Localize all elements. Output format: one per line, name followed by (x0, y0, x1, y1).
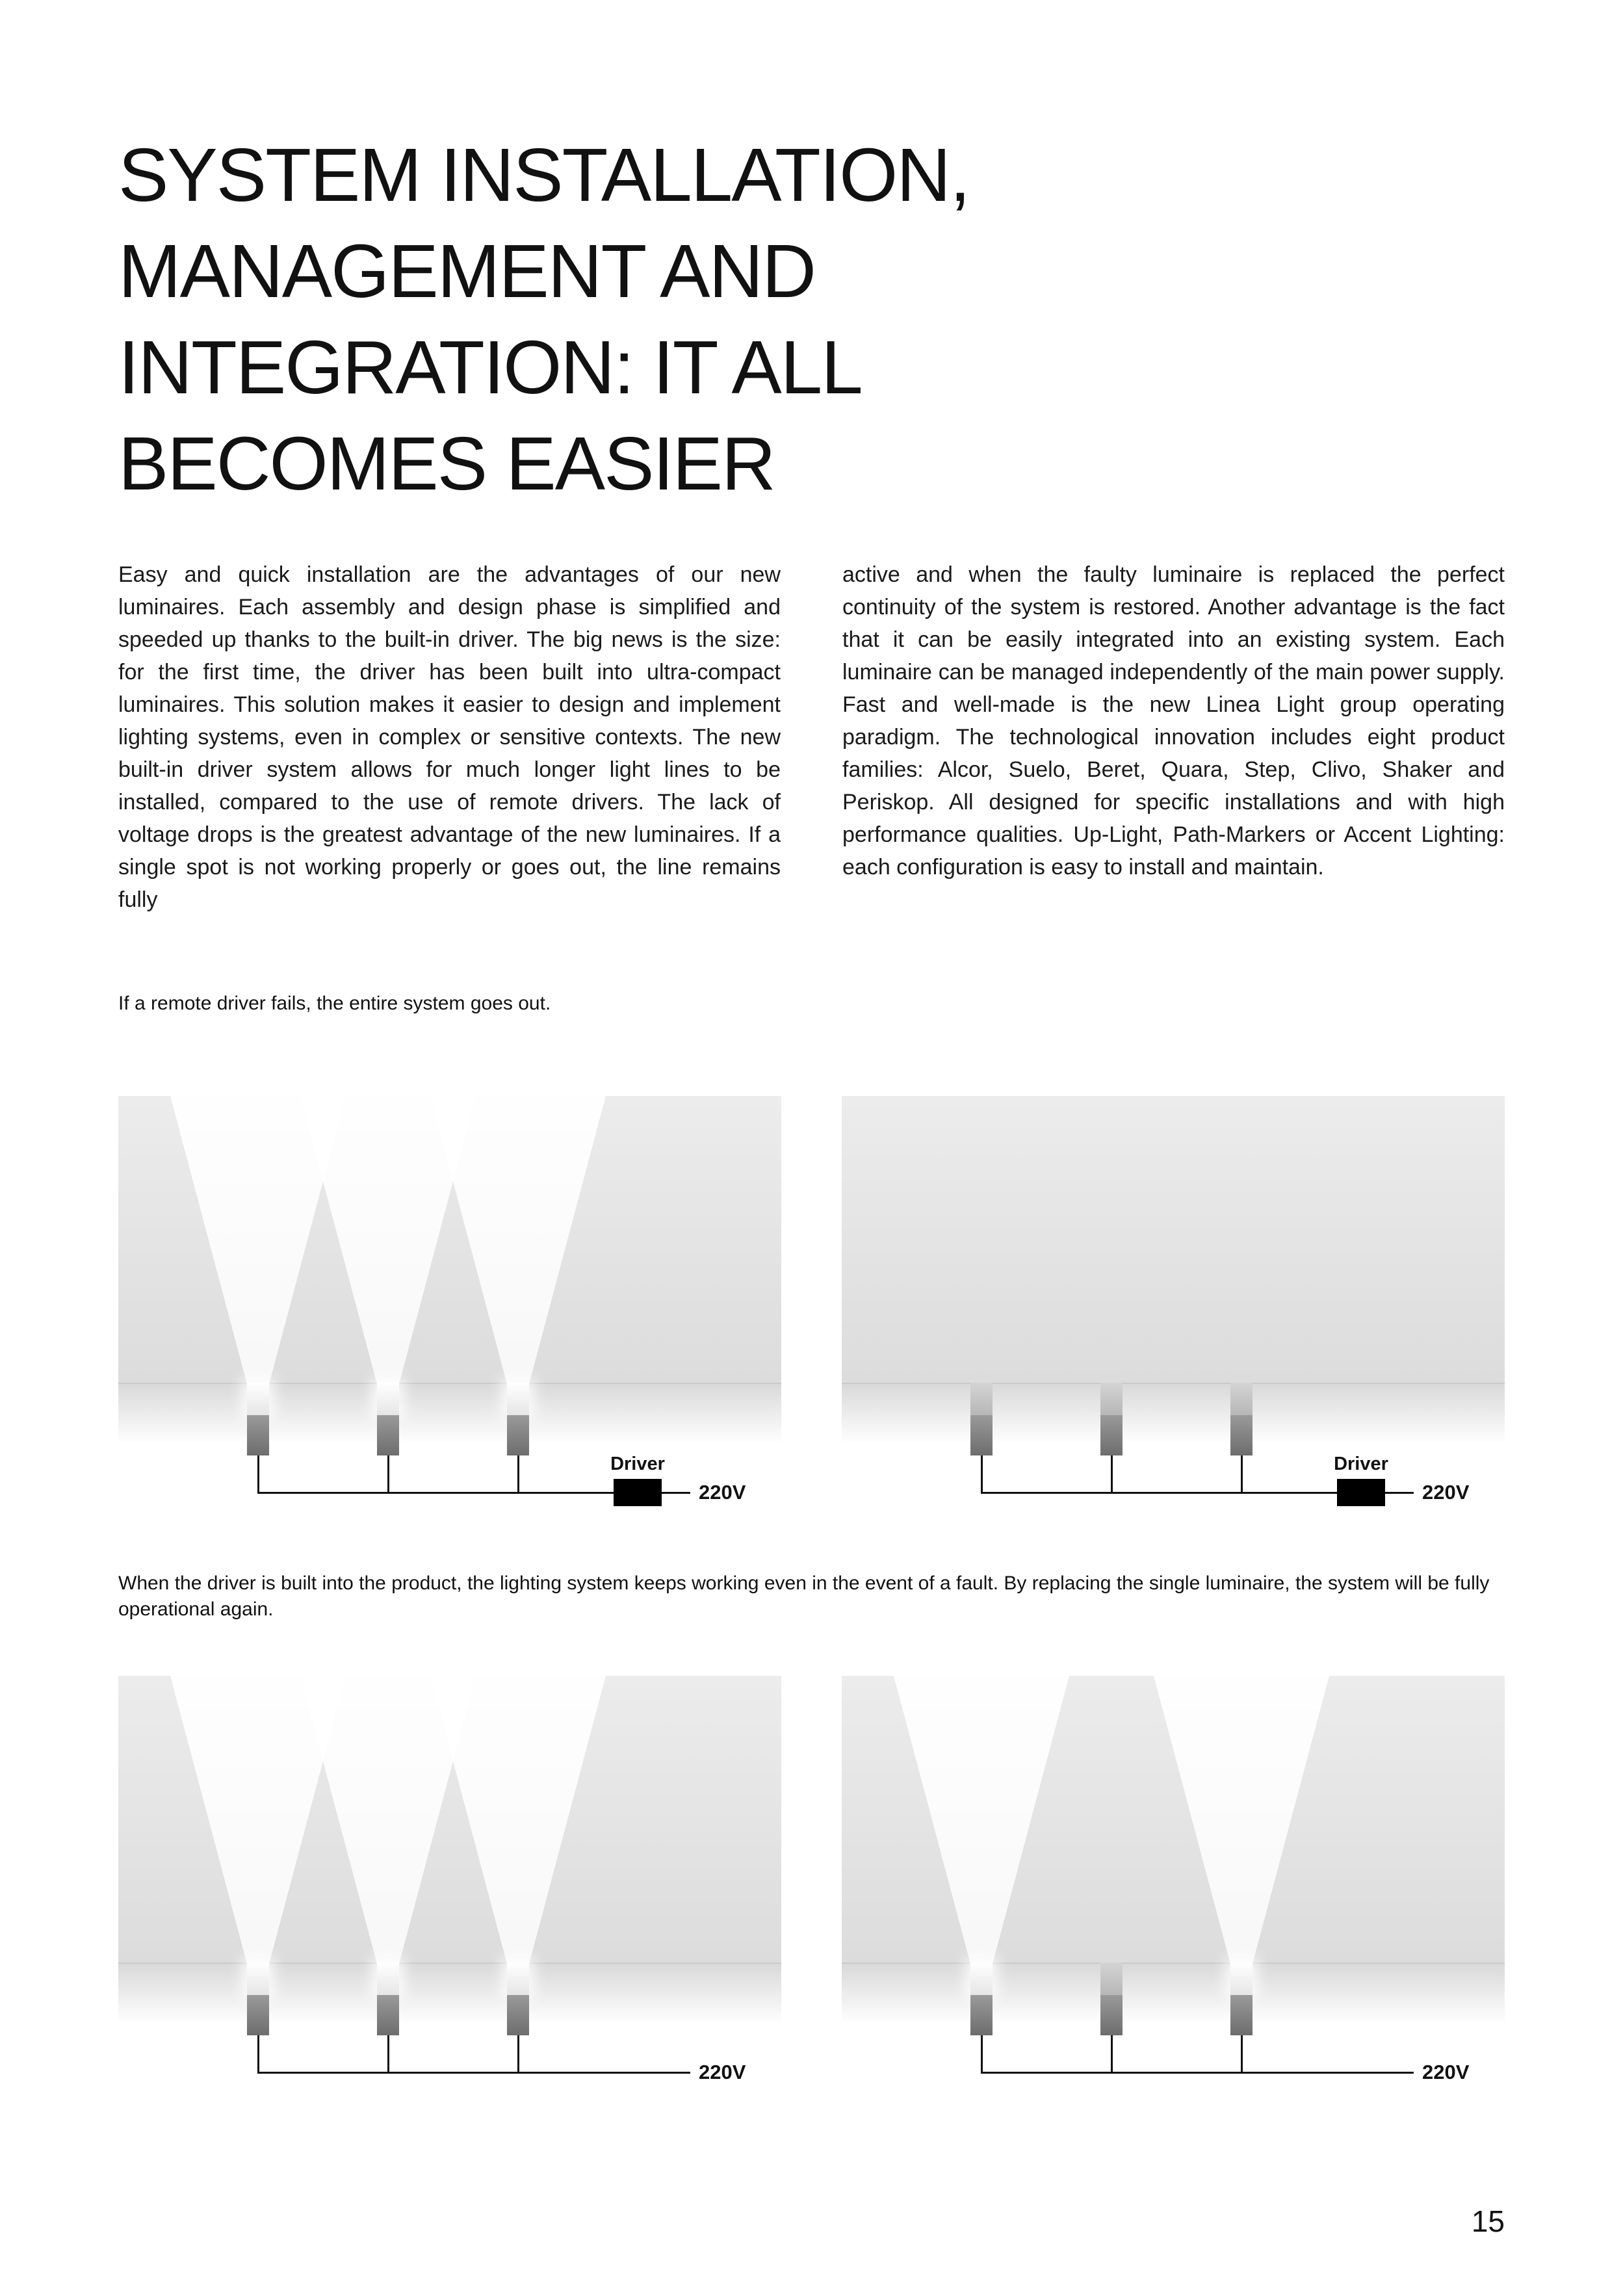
luminaire-body (377, 1415, 399, 1455)
diagram-remote-driver-working (118, 1096, 781, 1519)
luminaire-body (1100, 1995, 1123, 2035)
luminaire-wire (517, 2033, 519, 2074)
voltage-label: 220V (699, 2061, 746, 2083)
luminaire-body (1230, 1415, 1253, 1455)
driver-box (1337, 1479, 1385, 1506)
ground-fade (842, 1964, 1505, 2024)
driver-label: Driver (610, 1454, 665, 1474)
luminaire-body (1100, 1415, 1123, 1455)
voltage-label: 220V (1422, 1481, 1470, 1504)
ground-line (118, 1383, 781, 1384)
ground-fade (842, 1384, 1505, 1444)
luminaire-head (507, 1963, 529, 1995)
diagram-built-in-driver-working (118, 1676, 781, 2098)
luminaire-body (507, 1995, 529, 2035)
ground-line (118, 1963, 781, 1964)
luminaire-wire (257, 1453, 259, 1494)
luminaire-on (1230, 1963, 1253, 2035)
driver-box (614, 1479, 662, 1506)
luminaire-wire (257, 2033, 259, 2074)
luminaire-head (247, 1383, 269, 1415)
caption-built-in-driver: When the driver is built into the product, the lighting system keeps working even in the event of a fault. By replacing the single luminaire, the system will be fully operational again. (118, 1572, 1490, 1620)
luminaire-wire (981, 2033, 983, 2074)
ground-line (842, 1383, 1505, 1384)
luminaire-on (507, 1383, 529, 1455)
intro-text (118, 558, 1505, 916)
diagram-remote-driver-failed (842, 1096, 1505, 1519)
luminaire-wire (387, 2033, 389, 2074)
page-title-line: MANAGEMENT AND (118, 229, 816, 313)
luminaire-body (247, 1415, 269, 1455)
luminaire-head (507, 1383, 529, 1415)
luminaire-off (1100, 1383, 1123, 1455)
luminaire-head (247, 1963, 269, 1995)
diagram-row-built-in-driver (118, 1676, 1505, 2098)
luminaire-body (377, 1995, 399, 2035)
luminaire-off (1230, 1383, 1253, 1455)
luminaire-body (1230, 1995, 1253, 2035)
luminaire-head (1100, 1383, 1123, 1415)
luminaire-head (1230, 1963, 1253, 1995)
voltage-label: 220V (699, 1481, 746, 1504)
ground-fade (118, 1384, 781, 1444)
power-bus-wire (981, 2072, 1414, 2074)
luminaire-head (377, 1383, 399, 1415)
luminaire-head (377, 1963, 399, 1995)
luminaire-wire (517, 1453, 519, 1494)
luminaire-off (970, 1383, 993, 1455)
page-title-line: BECOMES EASIER (118, 421, 775, 506)
luminaire-off (1100, 1963, 1123, 2035)
luminaire-head (970, 1963, 993, 1995)
luminaire-on (247, 1963, 269, 2035)
luminaire-on (970, 1963, 993, 2035)
page-title-line: SYSTEM INSTALLATION, (118, 133, 970, 217)
scene-background (842, 1096, 1505, 1384)
diagram-built-in-driver-single-fault (842, 1676, 1505, 2098)
luminaire-wire (1241, 2033, 1243, 2074)
luminaire-on (247, 1383, 269, 1455)
driver-label: Driver (1334, 1454, 1388, 1474)
luminaire-body (970, 1995, 993, 2035)
luminaire-wire (1111, 1453, 1113, 1494)
luminaire-wire (981, 1453, 983, 1494)
luminaire-head (970, 1383, 993, 1415)
caption-remote-driver: If a remote driver fails, the entire system goes out. (118, 993, 551, 1014)
luminaire-wire (1241, 1453, 1243, 1494)
intro-column-right: active and when the faulty luminaire is replaced the perfect continuity of the system is restored. Another advantage is the fact that it can be easily integrated into an existing system. Each luminaire can be managed independently of the main power supply. Fast and well-made is the new Linea Light group operating paradigm. The technological innovation includes eight product families: Alcor, Suelo, Beret, Quara, Step, Clivo, Shaker and Periskop. All designed for specific installations and with high performance qualities. Up-Light, Path-Markers or Accent Lighting: each configuration is easy to install and maintain. (842, 562, 1505, 880)
luminaire-body (247, 1995, 269, 2035)
luminaire-on (377, 1383, 399, 1455)
luminaire-head (1230, 1383, 1253, 1415)
luminaire-body (507, 1415, 529, 1455)
luminaire-wire (387, 1453, 389, 1494)
page-number: 15 (1471, 2204, 1505, 2238)
page-title-line: INTEGRATION: IT ALL (118, 325, 862, 410)
luminaire-on (507, 1963, 529, 2035)
voltage-label: 220V (1422, 2061, 1470, 2083)
ground-line (842, 1963, 1505, 1964)
luminaire-head (1100, 1963, 1123, 1995)
ground-fade (118, 1964, 781, 2024)
diagram-row-remote-driver (118, 1096, 1505, 1519)
luminaire-body (970, 1415, 993, 1455)
power-bus-wire (258, 2072, 690, 2074)
intro-column-left: Easy and quick installation are the advantages of our new luminaires. Each assembly and design phase is simplified and speeded up thanks to the built-in driver. The big news is the size: for the first time, the driver has been built into ultra-compact luminaires. This solution makes it easier to design and implement lighting systems, even in complex or sensitive contexts. The new built-in driver system allows for much longer light lines to be installed, compared to the use of remote drivers. The lack of voltage drops is the greatest advantage of the new luminaires. If a single spot is not working properly or goes out, the line remains fully (118, 562, 781, 912)
luminaire-wire (1111, 2033, 1113, 2074)
luminaire-on (377, 1963, 399, 2035)
page-title (118, 127, 1505, 512)
